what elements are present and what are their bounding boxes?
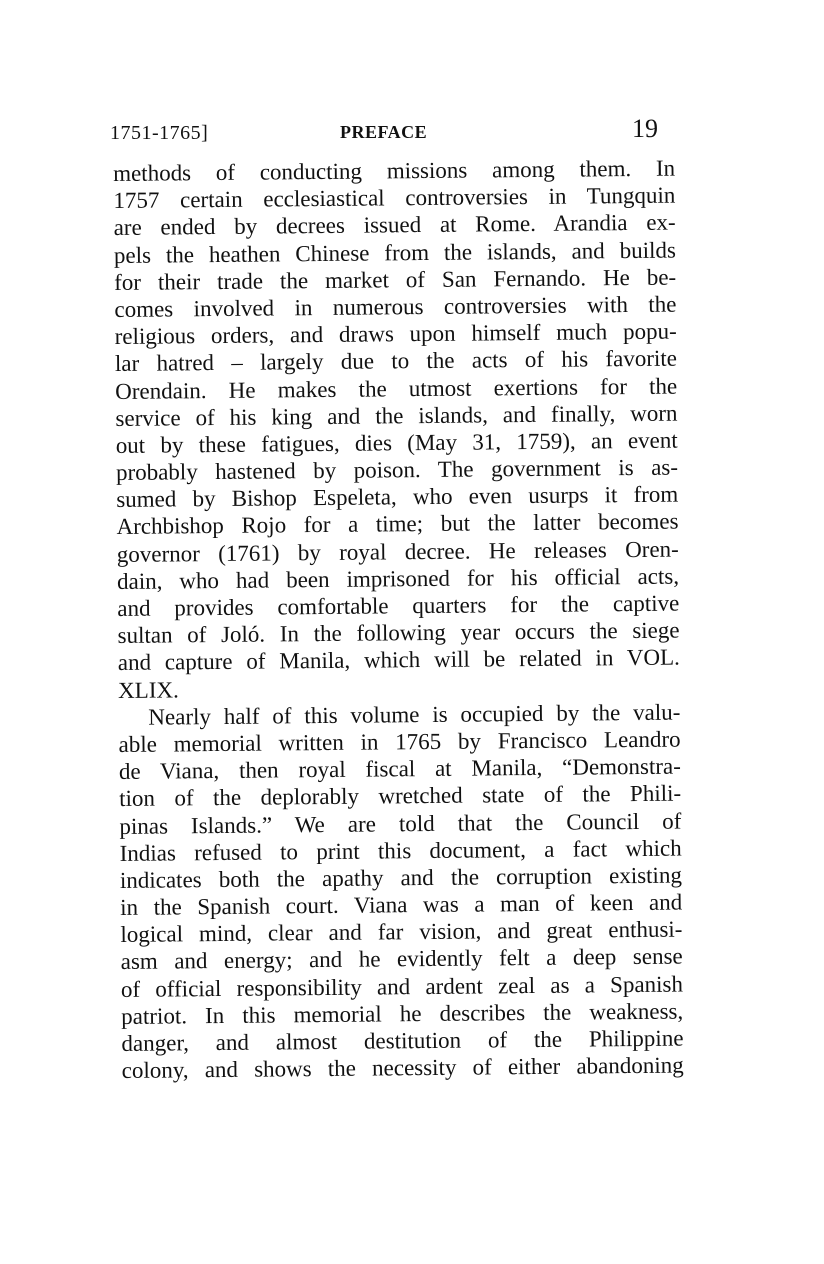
text-line: danger, and almost destitution of the Philippine [121,1025,684,1056]
text-line: Archbishop Rojo for a time; but the latter becomes [116,509,679,540]
text-line: pels the heathen Chinese from the islands, and builds [113,237,677,268]
text-line: sultan of Joló. In the following year occurs the siege [117,617,680,649]
text-line: out by these fatigues, dies (May 31, 1759), an event [115,427,678,458]
text-line: indicates both the apathy and the corruption existing [119,862,683,893]
text-line: religious orders, and draws upon himself much popu- [114,318,677,350]
text-line: colony, and shows the necessity of either abandoning [121,1052,684,1084]
text-line: dain, who had been imprisoned for his official acts, [116,563,680,594]
text-line: tion of the deplorably wretched state of the Phili- [119,780,682,812]
text-line: in the Spanish court. Viana was a man of keen and [120,889,683,921]
text-line: able memorial written in 1765 by Francisco Leandro [118,726,681,757]
text-line: de Viana, then royal fiscal at Manila, “Demonstra- [118,753,681,785]
text-line: are ended by decrees issued at Rome. Arandia ex- [113,209,676,241]
paragraph-start-line: Nearly half of this volume is occupied by the valu- [148,699,681,730]
text-line: Orendain. He makes the utmost exertions for the [115,373,678,404]
text-line: asm and energy; and he evidently felt a deep sense [120,944,683,975]
text-line: probably hastened by poison. The government is as- [115,454,679,486]
date-range-heading: 1751-1765] [110,122,209,144]
running-head [108,112,668,148]
text-line: Indias refused to print this document, a fact which [119,835,682,866]
text-line: patriot. In this memorial he describes the weakness, [121,998,684,1029]
body-text [113,155,684,1085]
text-line: comes involved in numerous controversies with the [114,291,677,322]
section-title: PREFACE [340,122,428,142]
text-line: service of his king and the islands, and finally, worn [115,400,678,431]
text-line: 1757 certain ecclesiastical controversies in Tungquin [113,182,676,214]
text-line: for their trade the market of San Fernando. He be- [114,264,677,295]
text-line: and provides comfortable quarters for the captive [117,590,680,621]
text-line: sumed by Bishop Espeleta, who even usurps it from [116,481,679,513]
text-line: methods of conducting missions among them. In [113,155,676,186]
page-number: 19 [632,114,658,143]
text-line: and capture of Manila, which will be related in VOL. [117,644,680,676]
text-line: of official responsibility and ardent zeal as a Spanish [120,971,684,1002]
text-line: lar hatred – largely due to the acts of his favorite [114,345,678,377]
text-line: governor (1761) by royal decree. He releases Oren- [116,536,679,567]
text-line: logical mind, clear and far vision, and great enthusi- [120,916,683,948]
text-line: pinas Islands.” We are told that the Council of [119,808,682,839]
text-line: XLIX. [117,676,179,703]
